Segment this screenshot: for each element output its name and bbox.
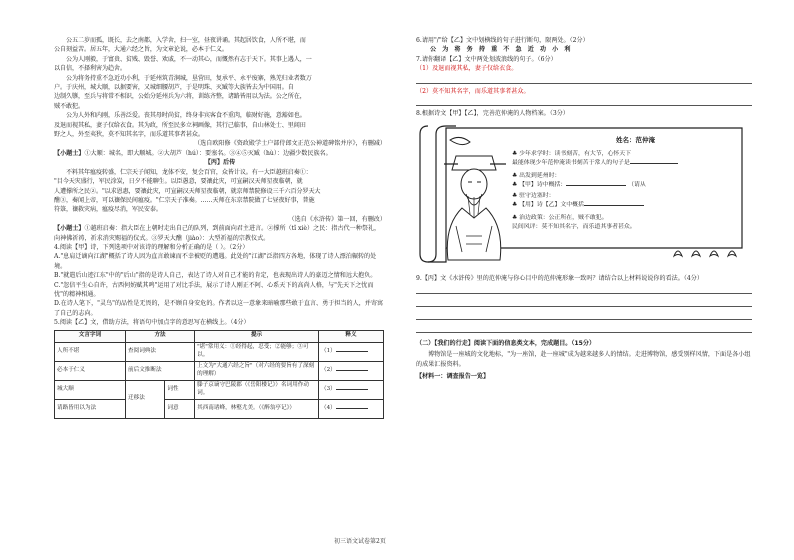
table-cell-method: 前后文推断法 — [126, 361, 195, 380]
q4-option: D.在诗人笔下，"灵鸟"的品性是无畏的，是不顾自身安危的。作者以这一意象来暗喻那些敢于直言、勇于担当的人，并寄寓了自己的志向。 — [54, 300, 384, 317]
table-row — [55, 361, 384, 380]
table-cell-word: 城大顺 — [55, 380, 126, 399]
table-cell-word: 人所不堪 — [55, 342, 126, 361]
q4-stem: 4.阅读【甲】诗，下列选项中对该诗的理解和分析正确的是（ ）。（2分） — [54, 243, 249, 251]
q6-sentence[interactable]: 公 为 将 务 持 重 不 急 近 功 小 利 — [430, 46, 573, 54]
answer-blank-3[interactable]: （3） — [319, 380, 384, 399]
source-yi: （选自欧阳修《资政殿学士户部侍郎文正范公神道碑铭并序》，有删减） — [194, 140, 386, 148]
profile-row[interactable]: 最能体现少年范仲淹读书刻苦于常人的句子是 — [512, 159, 742, 167]
passage-line: 符箓，禳救灾病，瘟疫尽消，军民安泰。 — [54, 206, 162, 214]
table-cell-hint: "堪"常用义：①经得起，忍受；②能够；③可以。 — [195, 342, 319, 361]
table-header-row — [55, 330, 384, 342]
answer-line[interactable] — [416, 96, 752, 106]
passage-line: 公自刻益苦。居五年，大通六经之旨，为文章论说，必本于仁义。 — [54, 46, 228, 54]
profile-row: ♣ 治边政策：公正所在，贼不敢犯。 — [512, 215, 608, 222]
table-header: 释义 — [319, 330, 384, 342]
word-table — [54, 330, 384, 419]
page-footer: 初三语文试卷第2页 — [334, 538, 386, 545]
q4-option: C."忽信平生心自许，古西何妨赋其鸣"运用了对比手法，展示了诗人刚正不阿、心系天下的高尚人格，与"先天下之忧而忧"的精神相通。 — [54, 281, 374, 298]
passage-line: 公五二岁而孤，既长，去之南都，入学舍，扫一室，昼夜讲诵。其起居饮食，人所不堪，而 — [66, 37, 306, 44]
passage-line: 人遭撑所之民②。"以求恩惠，要禳此灾，可宣嗣汉天师星夜临朝，就京师禁院修设三千六百分罗天大 — [54, 187, 321, 195]
answer-line[interactable] — [416, 310, 752, 320]
table-cell-hint: 上文为"大通六经之旨"（对六经的要旨有了深刻的理解） — [195, 361, 319, 380]
passage-bing — [54, 168, 386, 215]
profile-row: ♣ 少年求学时：读书刻苦，有大节，心怀天下 — [512, 151, 632, 158]
passage-line: 公为将务持重不急近功小利，于延州筑青涧城，垦营田，复承平、永平废寨，熟羌归业者数万 — [66, 74, 312, 82]
table-cell-word: 请路皆用以为法 — [55, 399, 126, 418]
note-yi: 【小题士】①大顺：城名，即大顺城。②大胡芦（hú）：要塞名。③④⑤灭臧（hù）：边疆少数民族名。 — [54, 149, 332, 157]
section-2-title: （二）【我们的行走】阅读下面的信息类文本，完成题目。（15分） — [416, 339, 596, 347]
profile-row: ♣ 驻守边塞时： — [512, 193, 555, 200]
q4-option: A."息肩迁谪向江湖"概括了诗人因为直言敢谏而不幸被贬的遭遇。此处的"江湖"泛指四方各地，体现了诗人漂泊辗转的处境。 — [54, 253, 377, 270]
passage-line: 公为人刚毅，于富贵、贫贱、毁誉、欢戚，不一动其心，而慨然有志于天下。其事上遇人，一 — [66, 55, 312, 63]
passage-yi — [54, 36, 386, 139]
profile-row[interactable]: ♣ 【甲】诗中概括： （请从 — [512, 182, 646, 189]
left-column — [54, 36, 386, 419]
table-cell-method: 迁移法 — [126, 380, 165, 418]
table-cell-sub: 词意 — [165, 399, 195, 418]
passage-line: 贼不敢犯。 — [54, 102, 84, 110]
passage-line: 公为人外和内刚，乐善泛爱。丧其母时尚贫，终身非宾客食不重肉，临财好施，意豁如也。 — [66, 112, 306, 120]
q8-stem: 8.根据诗文【甲】【乙】，完善范仲淹的人物档案。（3分） — [416, 110, 569, 118]
answer-line[interactable] — [416, 323, 752, 333]
q5-stem: 5.阅读【乙】文，借助方法，将语句中加点字的意思写在横线上。（4分） — [54, 319, 250, 327]
q7-stem: 7.请你翻译【乙】文中两处划波浪线的句子。（6分） — [416, 55, 557, 63]
bing-title: 【丙】后传 — [204, 159, 236, 167]
table-row — [55, 380, 384, 399]
profile-row[interactable]: ♣ 【用】诗【乙】文中概括 — [512, 201, 742, 209]
answer-line[interactable] — [416, 284, 752, 294]
passage-line: 以自信，不择利害为趋舍。 — [54, 65, 126, 73]
answer-line[interactable] — [416, 297, 752, 307]
q4-option: B."就遣后山迹江东"中的"后山"指的是诗人自己，表达了诗人对自己才能的肯定，也表现出诗人的豪迈之情和远大抱负。 — [54, 272, 377, 280]
material-1-title: 【材料一：调查报告一览】 — [416, 373, 490, 381]
table-cell-method: 查阅词典法 — [126, 342, 195, 361]
table-row — [55, 399, 384, 418]
profile-row: ♣ 出发到延州时： — [512, 173, 561, 180]
passage-line: 不料其年瘟疫转盛，仁宗天子闻知，龙体不安，复会百官，众皆计议。有一大臣越班启奏①： — [66, 168, 312, 176]
answer-blank-1[interactable]: （1） — [319, 342, 384, 361]
table-cell-hint: 滕子京谪守巴陵郡（《岳阳楼记》）名词用作动词。 — [195, 380, 319, 399]
q6-stem: 6.请用"/"给【乙】文中划横线的句子进行断句，限两处。（2分） — [416, 37, 589, 44]
answer-line[interactable] — [416, 74, 752, 84]
table-row — [55, 342, 384, 361]
passage-line: 户。于庆州，城大顺，以据要害，又城细腰胡芦，于是明珠、灭臧等大族皆去为中国用。自 — [54, 84, 294, 92]
table-header: 提示 — [195, 330, 319, 342]
section-2-intro: 博物馆是一座城的文化地标，"为一座馆，赴一座城"成为越来越多人的情结。走进博物馆，感受别样风情，下面是各小组的成果汇报资料。 — [416, 351, 751, 368]
passage-line: 野之人，外至夷狄，莫不知其名字，而乐道其事者甚众。 — [54, 131, 204, 139]
table-cell-hint: 其西南诸峰，林壑尤美。（《醉翁亭记》） — [195, 399, 319, 418]
profile-row: 民间风评：莫不知其名字，而乐道其事者甚众。 — [512, 224, 636, 231]
answer-blank-4[interactable]: （4） — [319, 399, 384, 418]
q4-options — [54, 252, 386, 318]
passage-line: 醮③，奏闻上帝，可以禳保民间瘟疫。"仁宗天子准奏。……天师在东京禁院做了七昼夜好事，普施 — [54, 196, 315, 204]
q7-item-2: （2）莫不知其名字，而乐道其事者甚众。 — [416, 87, 530, 95]
table-header: 文言字词 — [55, 330, 126, 342]
scholar-portrait-icon — [430, 142, 520, 272]
passage-line: 边制久隳，至兵与将常不相识，公始分延州兵为六将，训练齐整，诸路皆用以为法。公之所在， — [54, 93, 306, 101]
right-column — [416, 36, 752, 381]
table-cell-sub: 词性 — [165, 380, 195, 399]
profile-card — [416, 120, 752, 270]
passage-line: 及退而视其私，妻子仅给衣食。其为政，所至民多立祠画像，其行己临事，自山林处士、里闾田 — [54, 121, 306, 129]
source-bing: （选自《水浒传》第一回，有删改） — [288, 215, 386, 223]
profile-title: 姓名：范仲淹 — [616, 136, 655, 145]
table-header: 方法 — [126, 330, 195, 342]
table-cell-word: 必本于仁义 — [55, 361, 126, 380]
q7-item-1: （1）及退而视其私，妻子仅给衣食。 — [416, 65, 518, 73]
q9-stem: 9.【丙】文《水浒传》里的范仲淹与你心目中的范仲淹形象一致吗？请结合以上材料说说你的看法。（4分） — [416, 275, 703, 283]
passage-line: "目今天灾盛行，军民涂炭，日夕不能聊生。以臣愚意，要禳此灾，可宣嗣汉天师星夜临朝，就 — [54, 178, 303, 186]
note-bing: 【小题士】①越班启奏：指大臣在上朝时走出自己的队列，到前面向君主进言。②撑所（tǐ xiè）之民：指古代一种祭礼，向神佛祈祷，祈求消灾赐福的仪式。③罗天大醮（jiào）：大型祈福的宗教仪式。 — [54, 225, 381, 242]
answer-blank-2[interactable]: （2） — [319, 361, 384, 380]
